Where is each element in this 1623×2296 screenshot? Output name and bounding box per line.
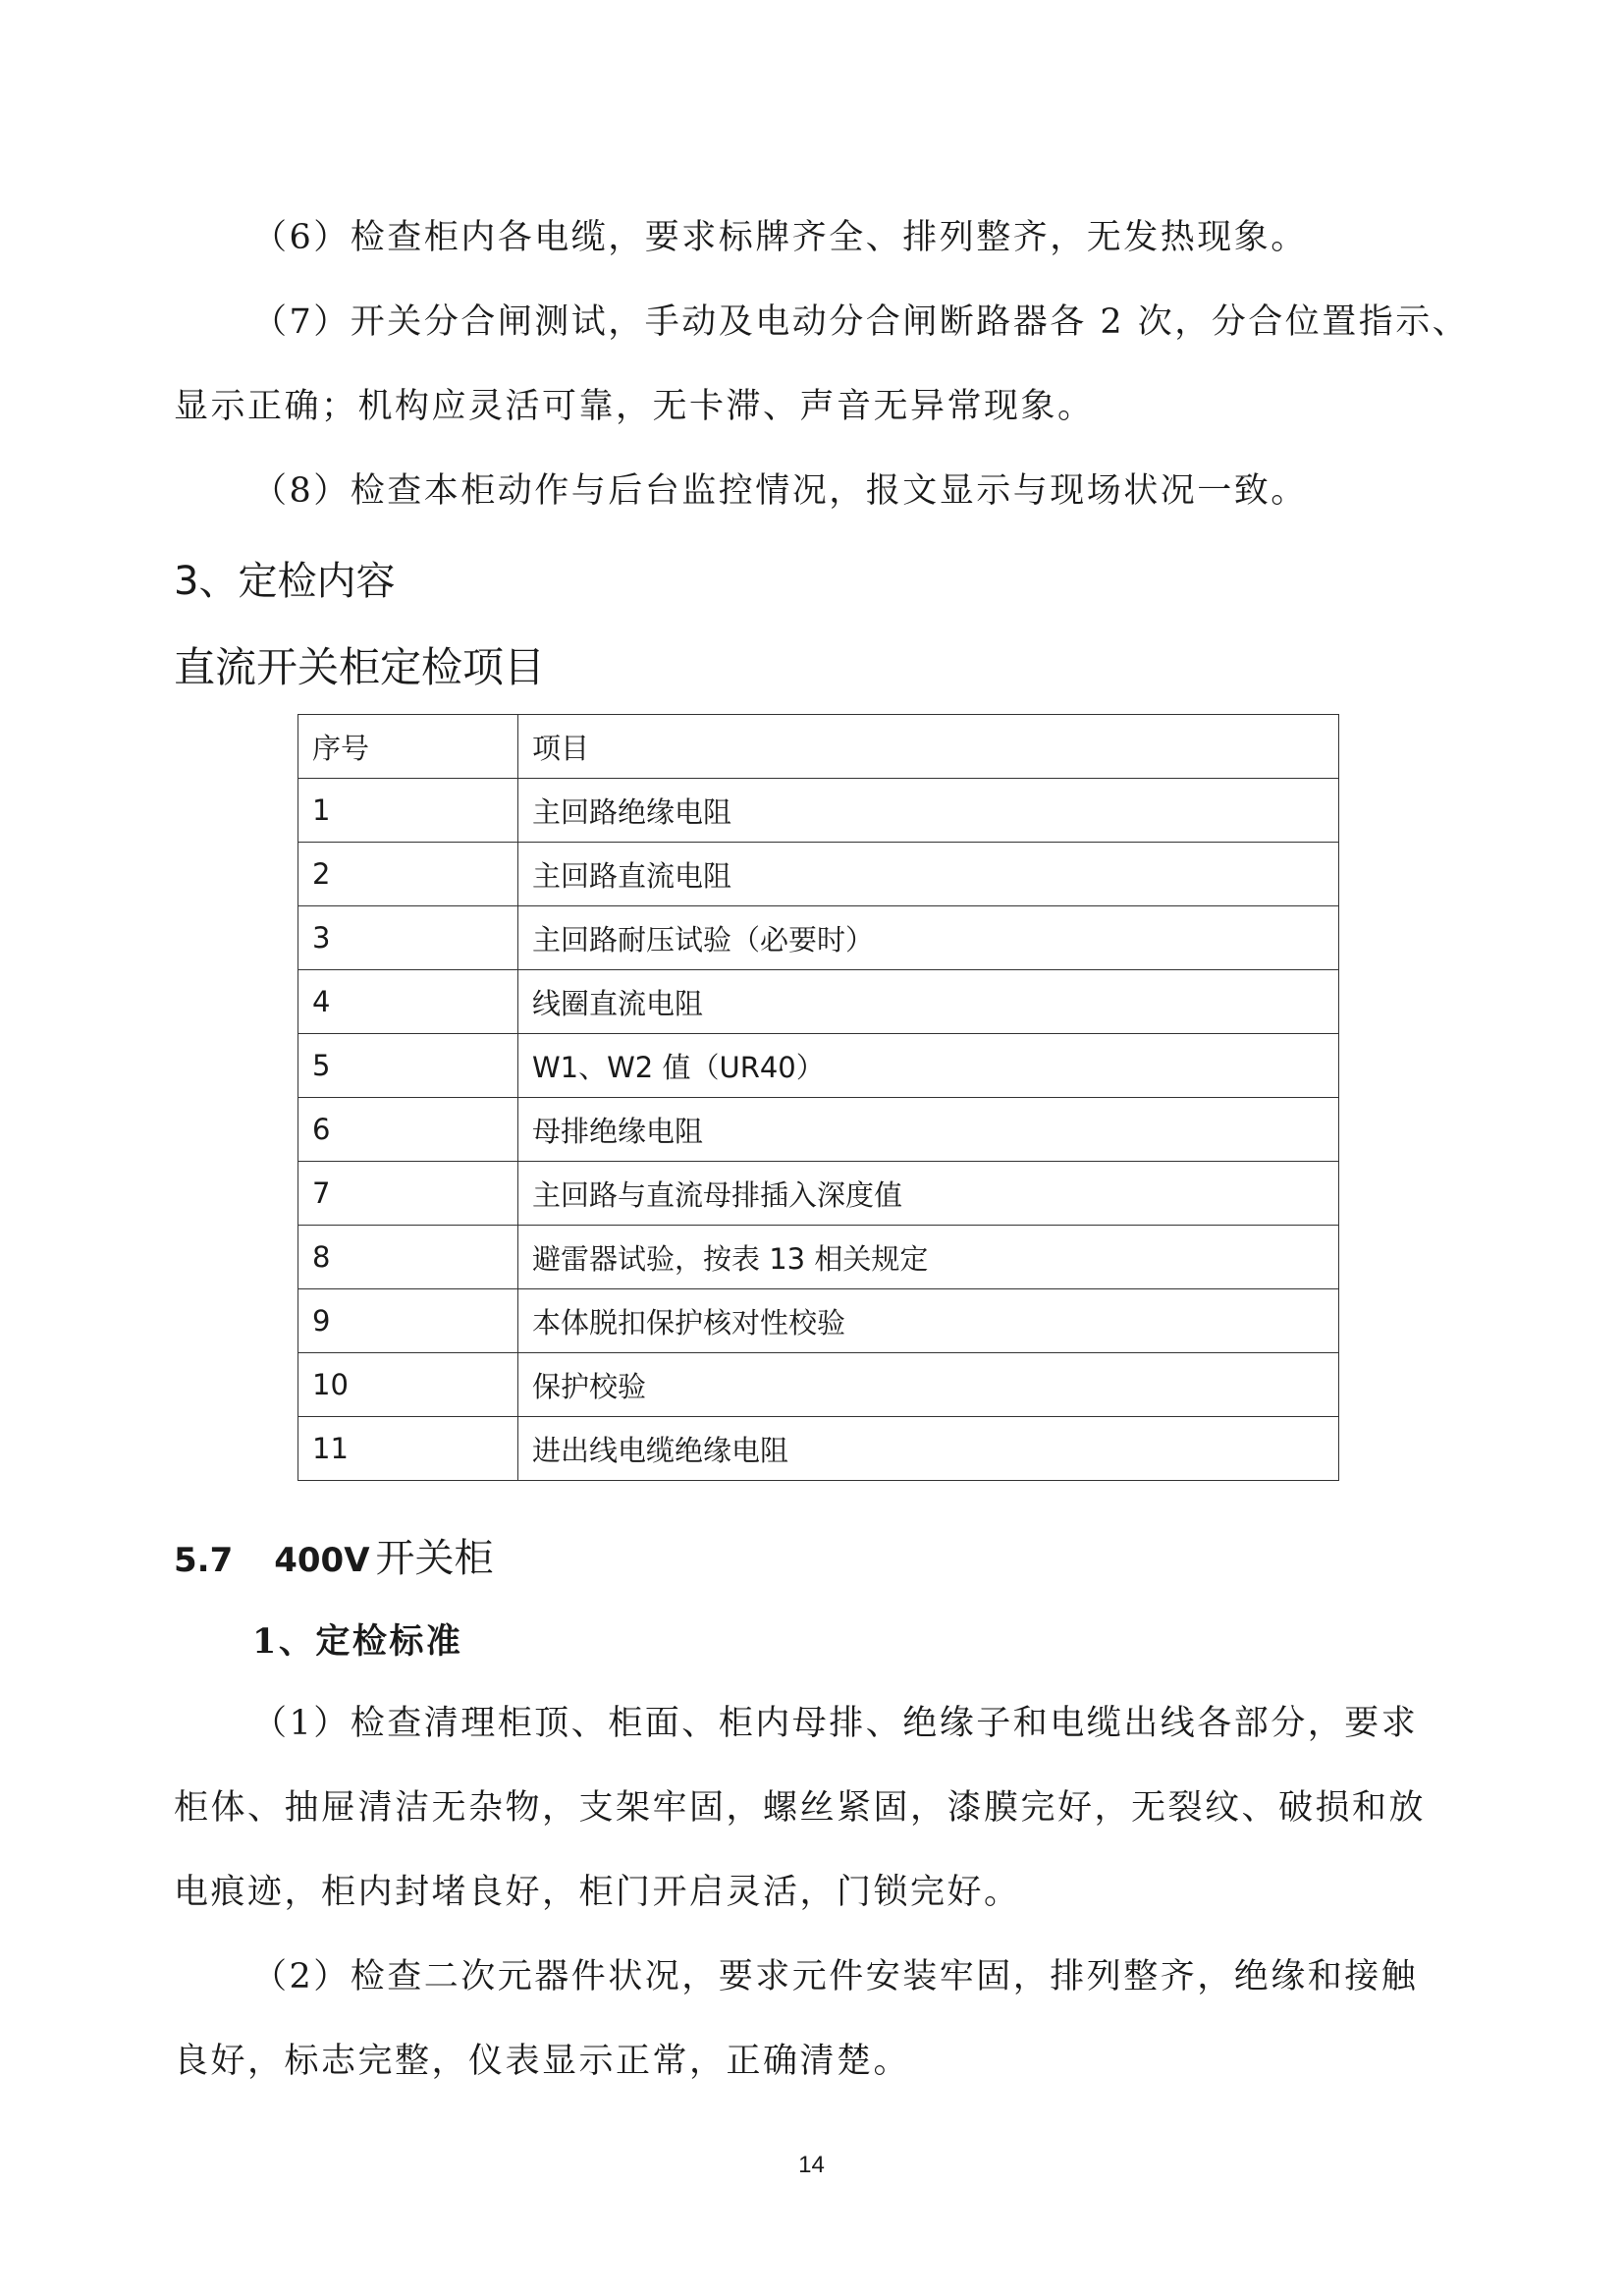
cell-no: 10	[298, 1353, 518, 1417]
cell-no: 1	[298, 779, 518, 843]
cell-item: 主回路绝缘电阻	[518, 779, 1339, 843]
cell-item: 本体脱扣保护核对性校验	[518, 1289, 1339, 1353]
paragraph-line: （6）检查柜内各电缆，要求标牌齐全、排列整齐，无发热现象。	[252, 218, 1308, 257]
table-row	[298, 970, 1339, 1034]
table-row	[298, 1162, 1339, 1226]
cell-item: 保护校验	[518, 1353, 1339, 1417]
header-cell-no: 序号	[298, 715, 518, 779]
cell-item: 主回路与直流母排插入深度值	[518, 1162, 1339, 1226]
cell-no: 7	[298, 1162, 518, 1226]
paragraph-line: 良好，标志完整，仪表显示正常，正确清楚。	[174, 2042, 911, 2081]
table-row	[298, 906, 1339, 970]
table-row	[298, 843, 1339, 906]
cell-no: 5	[298, 1034, 518, 1098]
paragraph-line: 柜体、抽屉清洁无杂物，支架牢固，螺丝紧固，漆膜完好，无裂纹、破损和放	[174, 1788, 1427, 1828]
table-title: 直流开关柜定检项目	[174, 643, 546, 691]
cell-item: 进出线电缆绝缘电阻	[518, 1417, 1339, 1481]
cell-item: 主回路耐压试验（必要时）	[518, 906, 1339, 970]
paragraph-line: 显示正确；机构应灵活可靠，无卡滞、声音无异常现象。	[174, 387, 1095, 426]
cell-no: 8	[298, 1226, 518, 1289]
section-heading: 3、定检内容	[174, 559, 396, 604]
section-57-heading	[174, 1529, 494, 1590]
paragraph-item-6	[174, 195, 1470, 280]
cell-no: 3	[298, 906, 518, 970]
page-number: 14	[798, 2152, 825, 2178]
subsection-heading: 1、定检标准	[252, 1621, 463, 1662]
cell-item: 主回路直流电阻	[518, 843, 1339, 906]
table-row	[298, 1417, 1339, 1481]
inspection-items-table	[298, 714, 1339, 1481]
section-title-text: 开关柜	[375, 1536, 494, 1581]
cell-no: 11	[298, 1417, 518, 1481]
paragraph-item-8	[174, 449, 1470, 533]
paragraph-line: （7）开关分合闸测试，手动及电动分合闸断路器各 2 次，分合位置指示、	[252, 302, 1470, 342]
paragraph-item-2	[174, 1935, 1470, 2104]
cell-no: 9	[298, 1289, 518, 1353]
section-voltage: 400V	[274, 1541, 370, 1580]
paragraph-item-1	[174, 1681, 1470, 1935]
cell-item: 避雷器试验，按表 13 相关规定	[518, 1226, 1339, 1289]
paragraph-line: （2）检查二次元器件状况，要求元件安装牢固，排列整齐，绝缘和接触	[252, 1957, 1419, 1996]
section-number: 5.7	[174, 1541, 234, 1580]
header-cell-item: 项目	[518, 715, 1339, 779]
cell-no: 6	[298, 1098, 518, 1162]
cell-item: 线圈直流电阻	[518, 970, 1339, 1034]
cell-item: W1、W2 值（UR40）	[518, 1034, 1339, 1098]
paragraph-line: （1）检查清理柜顶、柜面、柜内母排、绝缘子和电缆出线各部分，要求	[252, 1704, 1419, 1743]
table-row	[298, 1353, 1339, 1417]
paragraph-line: 电痕迹，柜内封堵良好，柜门开启灵活，门锁完好。	[174, 1873, 1021, 1912]
cell-item: 母排绝缘电阻	[518, 1098, 1339, 1162]
table-row	[298, 1034, 1339, 1098]
table-row	[298, 1226, 1339, 1289]
table-header-row	[298, 715, 1339, 779]
table-row	[298, 1098, 1339, 1162]
table-row	[298, 779, 1339, 843]
table-row	[298, 1289, 1339, 1353]
paragraph-line: （8）检查本柜动作与后台监控情况，报文显示与现场状况一致。	[252, 471, 1308, 511]
paragraph-item-7	[174, 280, 1470, 449]
cell-no: 4	[298, 970, 518, 1034]
cell-no: 2	[298, 843, 518, 906]
